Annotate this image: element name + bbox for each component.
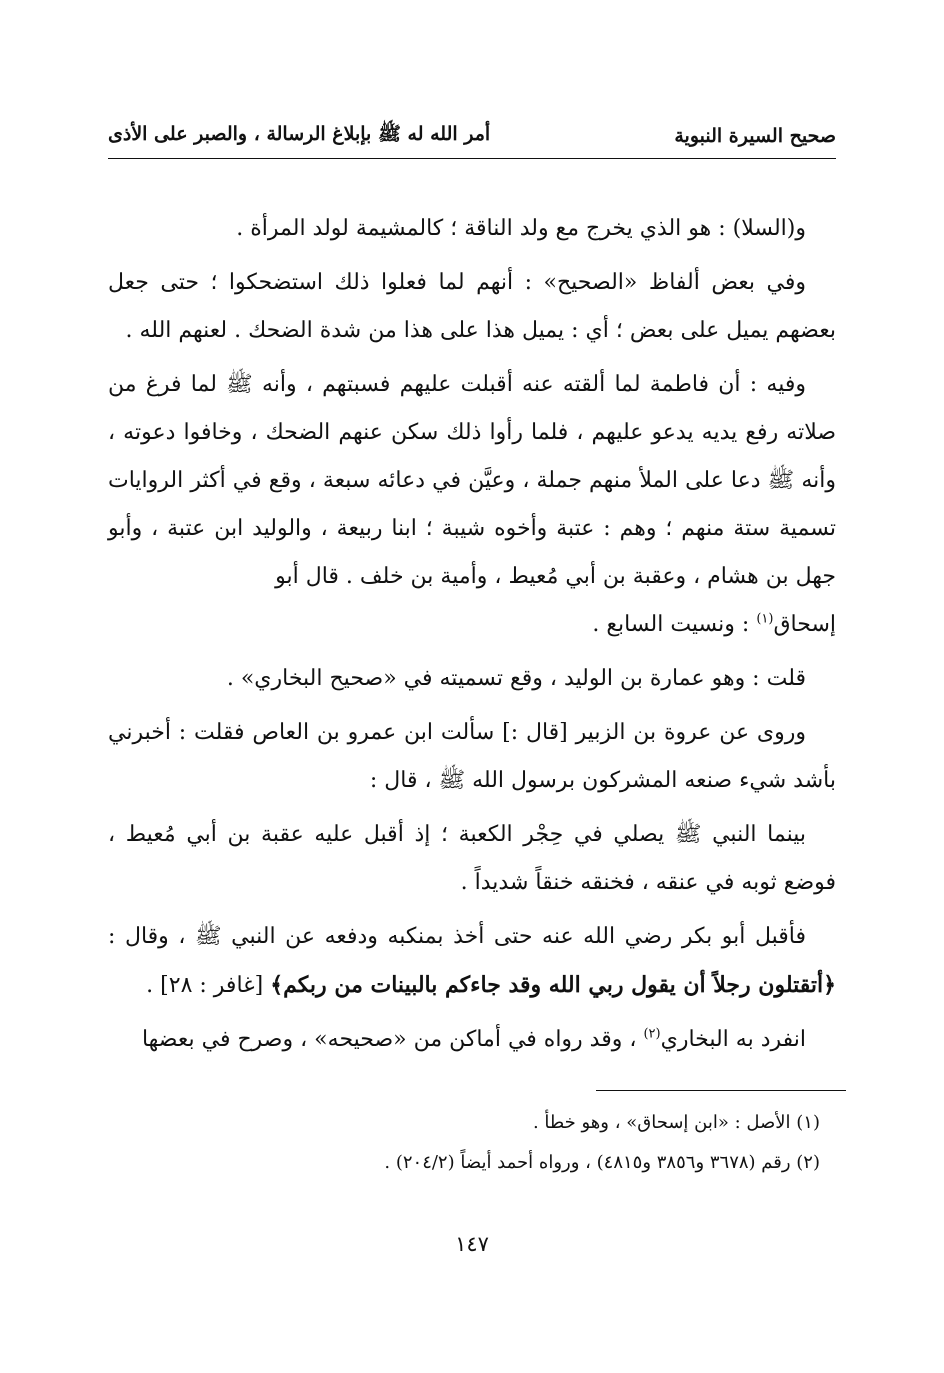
paragraph-4: قلت : وهو عمارة بن الوليد ، وقع تسميته في «صحيح البخاري» .	[226, 666, 806, 691]
paragraph-3-text: وفيه : أن فاطمة لما ألقته عنه أقبلت عليهم فسبتهم ، وأنه ﷺ لما فرغ من صلاته رفع يديه يدعو عليهم ، فلما رأوا ذلك سكن عنهم الضحك ، وخافوا دعوته ، وأنه ﷺ دعا على الملأ منهم جملة ، وعيَّن في دعائه سبعة ، وقع في أكثر الروايات تسمية ستة منهم ؛ وهم : عتبة وأخوه شيبة ؛ ابنا ربيعة ، والوليد ابن عتبة ، وأبو جهل بن هشام ، وعقبة بن أبي مُعيط ، وأمية بن خلف . قال أبو	[108, 372, 836, 589]
paragraph-3	[108, 361, 836, 649]
main-text	[108, 205, 836, 1070]
chapter-title: أمر الله له ﷺ بإبلاغ الرسالة ، والصبر على الأذى	[108, 123, 491, 145]
paragraph-7-text: فأقبل أبو بكر رضي الله عنه حتى أخذ بمنكبه ودفعه عن النبي ﷺ ، وقال :	[108, 924, 806, 949]
footnote-2: (٢) رقم (٣٦٧٨ و٣٨٥٦ و٤٨١٥) ، ورواه أحمد أيضاً (٢٠٤/٢) .	[384, 1152, 820, 1173]
paragraph-3-end: إسحاق	[773, 612, 836, 637]
paragraph-8-text: انفرد به البخاري	[660, 1027, 806, 1052]
verse-reference: [غافر : ٢٨] .	[146, 973, 271, 998]
paragraph-8	[108, 1016, 836, 1064]
running-header	[108, 118, 836, 154]
footnote-marker-2: (٢)	[643, 1026, 661, 1042]
paragraph-5: وروى عن عروة بن الزبير [قال :] سألت ابن عمرو بن العاص فقلت : أخبرني بأشد شيء صنعه المشركون برسول الله ﷺ ، قال :	[108, 720, 836, 793]
paragraph-2: وفي بعض ألفاظ «الصحيح» : أنهم لما فعلوا ذلك استضحكوا ؛ حتى جعل بعضهم يميل على بعض ؛ أي : يميل هذا على هذا من شدة الضحك . لعنهم الله .	[108, 270, 836, 343]
page-number: ١٤٧	[455, 1232, 489, 1256]
header-divider	[108, 158, 836, 159]
book-title: صحيح السيرة النبوية	[674, 125, 836, 147]
paragraph-8-text-b: ، وقد رواه في أماكن من «صحيحه» ، وصرح في بعضها	[141, 1027, 644, 1052]
footnote-divider	[596, 1090, 846, 1091]
paragraph-1: و(السلا) : هو الذي يخرج مع ولد الناقة ؛ كالمشيمة لولد المرأة .	[236, 216, 806, 241]
paragraph-6: بينما النبي ﷺ يصلي في حِجْر الكعبة ؛ إذ أقبل عليه عقبة بن أبي مُعيط ، فوضع ثوبه في عنقه ، فخنقه خنقاً شديداً .	[108, 822, 836, 895]
paragraph-3-end-b: : ونسيت السابع .	[592, 612, 757, 637]
paragraph-7	[108, 913, 836, 1010]
footnotes	[108, 1103, 836, 1183]
footnote-1: (١) الأصل : «ابن إسحاق» ، وهو خطأ .	[532, 1112, 820, 1133]
quran-verse: ﴿أتقتلون رجلاً أن يقول ربي الله وقد جاءكم بالبينات من ربكم﴾	[270, 972, 836, 998]
footnote-marker-1: (١)	[756, 611, 774, 627]
